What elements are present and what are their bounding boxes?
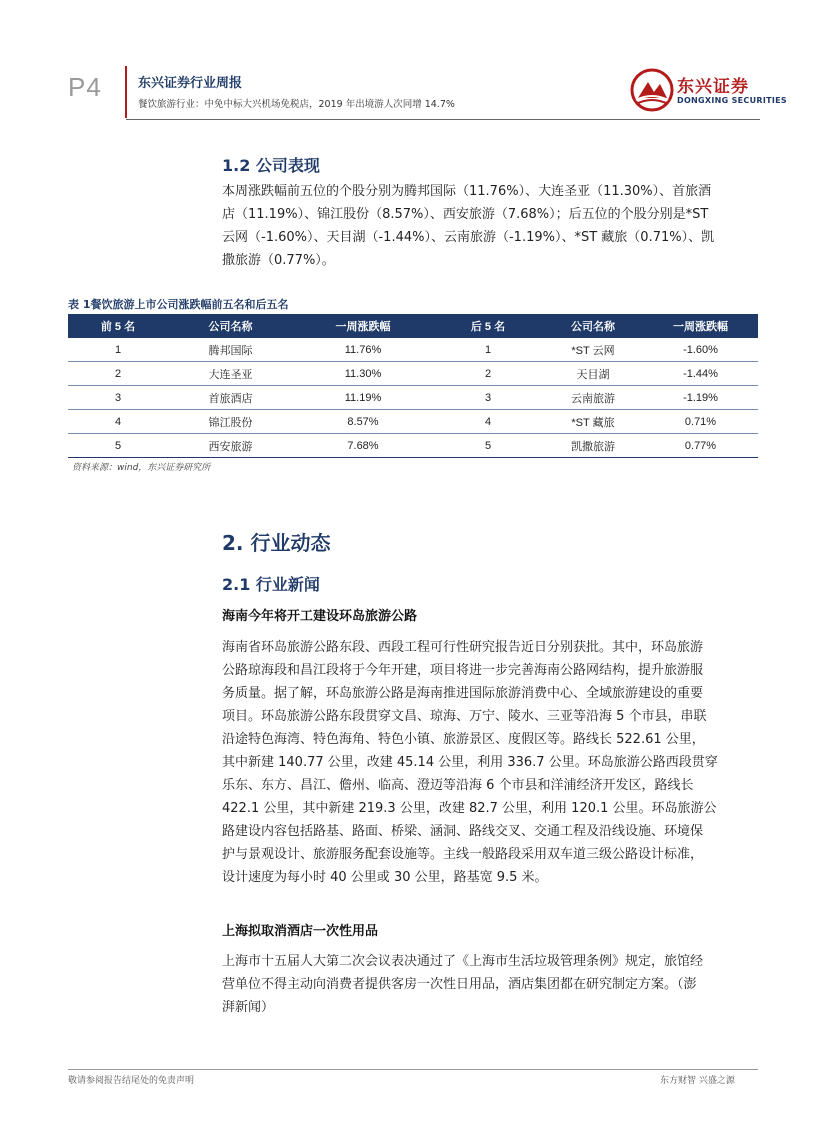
col-header-bottom5: 后 5 名 — [433, 314, 543, 338]
table-cell: 云南旅游 — [543, 386, 643, 410]
table-cell: 2 — [433, 362, 543, 386]
paragraph-line: 其中新建 140.77 公里，改建 45.14 公里，利用 336.7 公里。环岛旅游公路西段贯穿 — [222, 755, 718, 770]
report-title: 东兴证券行业周报 — [138, 76, 243, 91]
logo-text-en: DONGXING SECURITIES — [677, 96, 787, 105]
table-cell: 西安旅游 — [168, 434, 293, 458]
table-cell: -1.60% — [643, 338, 758, 362]
col-header-weekly-change: 一周涨跌幅 — [643, 314, 758, 338]
table-cell: *ST 藏旅 — [543, 410, 643, 434]
table-row — [68, 362, 758, 386]
news-title-shanghai: 上海拟取消酒店一次性用品 — [222, 924, 379, 939]
table-cell: -1.19% — [643, 386, 758, 410]
col-header-top5: 前 5 名 — [68, 314, 168, 338]
paragraph-line: 设计速度为每小时 40 公里或 30 公里，路基宽 9.5 米。 — [222, 870, 548, 885]
table-cell: 8.57% — [293, 410, 433, 434]
table-row — [68, 410, 758, 434]
paragraph-line: 营单位不得主动向消费者提供客房一次性日用品，酒店集团都在研究制定方案。（澎 — [222, 977, 697, 992]
footer-rule — [68, 1069, 758, 1070]
section-heading-company-performance: 1.2 公司表现 — [222, 156, 320, 175]
paragraph-line: 云网（-1.60%）、天目湖（-1.44%）、云南旅游（-1.19%）、*ST 藏旅（0.71%）、凯 — [222, 230, 715, 245]
table-cell: 5 — [68, 434, 168, 458]
col-header-weekly-change: 一周涨跌幅 — [293, 314, 433, 338]
footer-slogan: 东方财智 兴盛之源 — [660, 1076, 735, 1086]
col-header-company: 公司名称 — [168, 314, 293, 338]
company-logo-icon — [630, 68, 674, 112]
table-cell: 3 — [68, 386, 168, 410]
paragraph-line: 乐东、东方、昌江、儋州、临高、澄迈等沿海 6 个市县和洋浦经济开发区，路线长 — [222, 778, 694, 793]
table-cell: 0.71% — [643, 410, 758, 434]
table-header-row — [68, 314, 758, 338]
news-title-hainan: 海南今年将开工建设环岛旅游公路 — [222, 609, 418, 624]
section-heading-industry-news: 2. 行业动态 — [222, 531, 331, 555]
table-cell: 天目湖 — [543, 362, 643, 386]
paragraph-line: 护与景观设计、旅游服务配套设施等。主线一般路段采用双车道三级公路设计标准， — [222, 847, 704, 862]
table-row — [68, 338, 758, 362]
table-cell: 11.76% — [293, 338, 433, 362]
table-cell: 3 — [433, 386, 543, 410]
table-row — [68, 386, 758, 410]
table-cell: 1 — [433, 338, 543, 362]
report-subtitle: 餐饮旅游行业：中免中标大兴机场免税店，2019 年出境游人次同增 14.7% — [138, 99, 455, 110]
paragraph-line: 撒旅游（0.77%）。 — [222, 253, 335, 268]
table-cell: -1.44% — [643, 362, 758, 386]
table-cell: 锦江股份 — [168, 410, 293, 434]
table-cell: 凯撒旅游 — [543, 434, 643, 458]
paragraph-line: 务质量。据了解，环岛旅游公路是海南推进国际旅游消费中心、全域旅游建设的重要 — [222, 686, 704, 701]
table-cell: *ST 云网 — [543, 338, 643, 362]
table-source-note: 资料来源：wind，东兴证券研究所 — [72, 463, 211, 473]
subsection-heading-news: 2.1 行业新闻 — [222, 575, 320, 594]
paragraph-line: 沿途特色海湾、特色海角、特色小镇、旅游景区、度假区等。路线长 522.61 公里， — [222, 732, 705, 747]
footer-disclaimer: 敬请参阅报告结尾处的免责声明 — [68, 1076, 195, 1086]
table-row — [68, 434, 758, 458]
paragraph-line: 上海市十五届人大第二次会议表决通过了《上海市生活垃圾管理条例》规定，旅馆经 — [222, 954, 704, 969]
paragraph-line: 422.1 公里，其中新建 219.3 公里，改建 82.7 公里，利用 120.1 公里。环岛旅游公 — [222, 801, 717, 816]
paragraph-line: 湃新闻） — [222, 1000, 275, 1015]
performance-table — [68, 314, 758, 458]
table-cell: 11.19% — [293, 386, 433, 410]
table-title: 表 1餐饮旅游上市公司涨跌幅前五名和后五名 — [68, 298, 289, 311]
paragraph-line: 项目。环岛旅游公路东段贯穿文昌、琼海、万宁、陵水、三亚等沿海 5 个市县，串联 — [222, 709, 707, 724]
paragraph-line: 公路琼海段和昌江段将于今年开建，项目将进一步完善海南公路网结构，提升旅游服 — [222, 663, 704, 678]
paragraph-line: 店（11.19%）、锦江股份（8.57%）、西安旅游（7.68%）；后五位的个股分别是*ST — [222, 207, 709, 222]
table-cell: 首旅酒店 — [168, 386, 293, 410]
table-cell: 4 — [68, 410, 168, 434]
news-body-shanghai — [222, 950, 758, 1019]
paragraph-line: 本周涨跌幅前五位的个股分别为腾邦国际（11.76%）、大连圣亚（11.30%）、首旅酒 — [222, 184, 712, 199]
paragraph-line: 路建设内容包括路基、路面、桥梁、涵洞、路线交叉、交通工程及沿线设施、环境保 — [222, 824, 704, 839]
table-cell: 11.30% — [293, 362, 433, 386]
table-cell: 4 — [433, 410, 543, 434]
table-cell: 0.77% — [643, 434, 758, 458]
logo-text-cn: 东兴证券 — [677, 77, 749, 97]
col-header-company: 公司名称 — [543, 314, 643, 338]
table-cell: 7.68% — [293, 434, 433, 458]
table-cell: 1 — [68, 338, 168, 362]
table-cell: 5 — [433, 434, 543, 458]
table-cell: 腾邦国际 — [168, 338, 293, 362]
header-rule — [126, 119, 760, 120]
table-cell: 2 — [68, 362, 168, 386]
header-divider — [125, 66, 127, 118]
paragraph-line: 海南省环岛旅游公路东段、西段工程可行性研究报告近日分别获批。其中，环岛旅游 — [222, 640, 704, 655]
news-body-hainan — [222, 636, 758, 889]
company-performance-paragraph — [222, 180, 758, 272]
page-number: P4 — [68, 72, 102, 102]
table-cell: 大连圣亚 — [168, 362, 293, 386]
